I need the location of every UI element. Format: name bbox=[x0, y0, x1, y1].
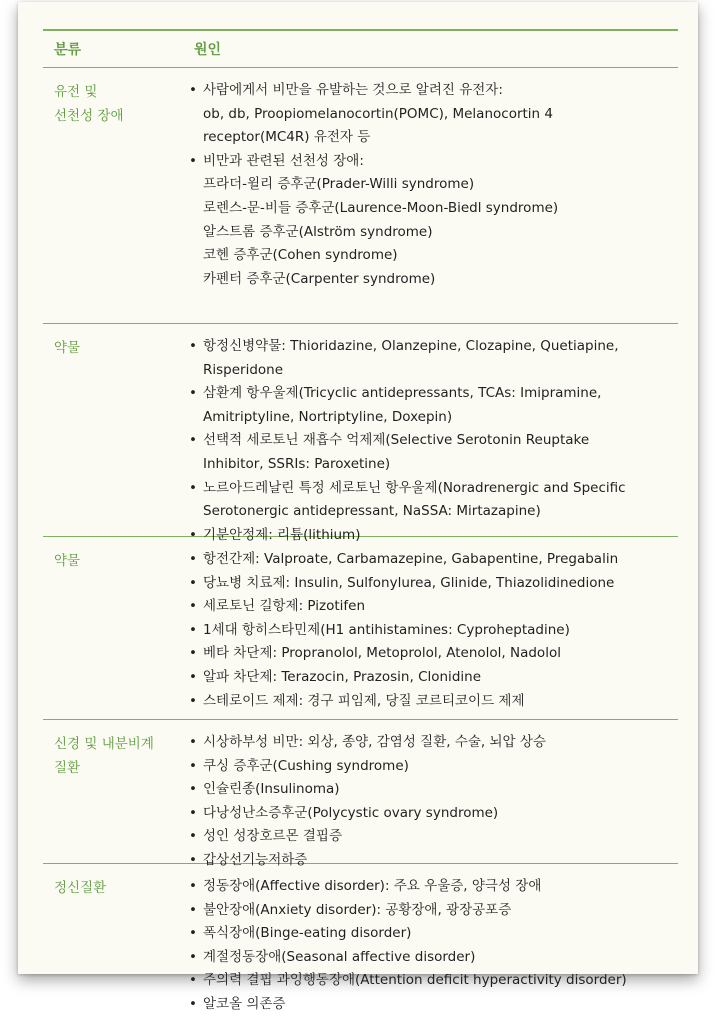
list-item-text: 항정신병약물: Thioridazine, Olanzepine, Clozapine, Quetiapine, bbox=[203, 338, 619, 354]
bullet-icon: • bbox=[189, 734, 197, 750]
list-item-text: Inhibitor, SSRIs: Paroxetine) bbox=[203, 455, 391, 472]
bullet-icon: • bbox=[189, 972, 197, 989]
list-item-text: 세로토닌 길항제: Pizotifen bbox=[203, 598, 366, 615]
list-item-text: Amitriptyline, Nortriptyline, Doxepin) bbox=[203, 408, 453, 425]
list-item-text: 계절정동장애(Seasonal affective disorder) bbox=[203, 948, 476, 965]
list-item bbox=[189, 922, 678, 946]
bullet-icon: • bbox=[189, 432, 197, 449]
list-item-text: 시상하부성 비만: 외상, 종양, 감염성 질환, 수술, 뇌압 상승 bbox=[203, 734, 546, 750]
list-item-text: 갑상선기능저하증 bbox=[203, 851, 308, 868]
table-row bbox=[43, 537, 678, 720]
category-label: 질환 bbox=[54, 760, 81, 776]
list-item-text: 항전간제: Valproate, Carbamazepine, Gabapentine, Pregabalin bbox=[203, 551, 619, 567]
list-item bbox=[189, 595, 678, 619]
causes-table bbox=[43, 29, 678, 1012]
bullet-icon: • bbox=[189, 385, 197, 402]
list-item-text: 기분안정제: 리튬(lithium) bbox=[203, 526, 361, 543]
category-cell bbox=[43, 68, 183, 323]
list-item-text: 사람에게서 비만을 유발하는 것으로 알려진 유전자: bbox=[203, 82, 503, 98]
list-item-text: 불안장애(Anxiety disorder): 공황장애, 광장공포증 bbox=[203, 901, 512, 918]
category-label: 약물 bbox=[54, 340, 81, 356]
bullet-icon: • bbox=[189, 338, 197, 354]
list-item bbox=[189, 477, 678, 524]
list-item bbox=[189, 619, 678, 643]
bullet-icon: • bbox=[189, 574, 197, 591]
list-item-text: Serotonergic antidepressant, NaSSA: Mirtazapine) bbox=[203, 503, 541, 520]
bullet-icon: • bbox=[189, 995, 197, 1012]
list-item-text: 성인 성장호르몬 결핍증 bbox=[203, 828, 342, 845]
list-item bbox=[189, 335, 678, 382]
cause-cell bbox=[183, 537, 678, 719]
list-item-text: 당뇨병 치료제: Insulin, Sulfonylurea, Glinide, Thiazolidinedione bbox=[203, 574, 615, 591]
bullet-icon: • bbox=[189, 479, 197, 496]
list-item-text: 쿠싱 증후군(Cushing syndrome) bbox=[203, 757, 409, 774]
bullet-icon: • bbox=[189, 804, 197, 821]
cause-cell bbox=[183, 864, 678, 1012]
list-item bbox=[189, 548, 678, 572]
list-item bbox=[189, 690, 678, 714]
category-label: 유전 및 bbox=[54, 84, 98, 100]
list-item bbox=[189, 572, 678, 596]
list-item bbox=[189, 642, 678, 666]
cause-cell bbox=[183, 324, 678, 543]
list-item-text: 주의력 결핍 과잉행동장애(Attention deficit hyperactivity disorder) bbox=[203, 972, 627, 989]
cause-cell bbox=[183, 720, 678, 868]
table-row bbox=[43, 720, 678, 868]
category-cell bbox=[43, 537, 183, 719]
bullet-icon: • bbox=[189, 645, 197, 662]
list-item-text: 알파 차단제: Terazocin, Prazosin, Clonidine bbox=[203, 668, 481, 685]
list-item bbox=[189, 969, 678, 993]
bullet-icon: • bbox=[189, 668, 197, 685]
list-item-text: Risperidone bbox=[203, 361, 284, 378]
list-item-text: 알스트롬 증후군(Alström syndrome) bbox=[203, 223, 433, 240]
table-header bbox=[43, 29, 678, 68]
list-item-text: 선택적 세로토닌 재흡수 억제제(Selective Serotonin Reuptake bbox=[203, 432, 590, 449]
category-label: 약물 bbox=[54, 553, 81, 569]
category-cell bbox=[43, 720, 183, 863]
list-item-text: 비만과 관련된 선천성 장애: bbox=[203, 152, 364, 169]
list-item bbox=[189, 150, 678, 292]
bullet-icon: • bbox=[189, 781, 197, 798]
list-item-text: receptor(MC4R) 유전자 등 bbox=[203, 129, 371, 146]
list-item-text: 스테로이드 제제: 경구 피임제, 당질 코르티코이드 제제 bbox=[203, 692, 525, 709]
bullet-icon: • bbox=[189, 152, 197, 169]
list-item bbox=[189, 946, 678, 970]
bullet-icon: • bbox=[189, 526, 197, 543]
list-item bbox=[189, 429, 678, 476]
table-row bbox=[43, 324, 678, 543]
list-item-text: 1세대 항히스타민제(H1 antihistamines: Cyproheptadine) bbox=[203, 621, 570, 638]
list-item bbox=[189, 875, 678, 899]
list-item-text: 정동장애(Affective disorder): 주요 우울증, 양극성 장애 bbox=[203, 878, 542, 894]
list-item-text: 폭식장애(Binge-eating disorder) bbox=[203, 925, 412, 942]
bullet-icon: • bbox=[189, 757, 197, 774]
list-item bbox=[189, 899, 678, 923]
list-item bbox=[189, 755, 678, 779]
table-row bbox=[43, 68, 678, 324]
bullet-icon: • bbox=[189, 901, 197, 918]
list-item-text: ob, db, Proopiomelanocortin(POMC), Melanocortin 4 bbox=[203, 105, 553, 122]
header-category: 분류 bbox=[54, 42, 82, 58]
bullet-icon: • bbox=[189, 598, 197, 615]
list-item-text: 다낭성난소증후군(Polycystic ovary syndrome) bbox=[203, 804, 499, 821]
list-item-text: 알코올 의존증 bbox=[203, 995, 286, 1012]
category-label: 정신질환 bbox=[54, 880, 107, 896]
list-item-text: 프라더-윌리 증후군(Prader-Willi syndrome) bbox=[203, 176, 475, 193]
list-item bbox=[189, 778, 678, 802]
list-item bbox=[189, 802, 678, 826]
bullet-icon: • bbox=[189, 621, 197, 638]
bullet-icon: • bbox=[189, 925, 197, 942]
list-item bbox=[189, 666, 678, 690]
bullet-icon: • bbox=[189, 851, 197, 868]
bullet-icon: • bbox=[189, 551, 197, 567]
header-cause: 원인 bbox=[194, 42, 222, 58]
category-label: 선천성 장애 bbox=[54, 108, 124, 124]
list-item-text: 인슐린종(Insulinoma) bbox=[203, 781, 340, 798]
list-item-text: 코헨 증후군(Cohen syndrome) bbox=[203, 247, 398, 264]
list-item bbox=[189, 382, 678, 429]
list-item-text: 카펜터 증후군(Carpenter syndrome) bbox=[203, 270, 436, 287]
bullet-icon: • bbox=[189, 692, 197, 709]
cause-cell bbox=[183, 68, 678, 323]
list-item-text: 베타 차단제: Propranolol, Metoprolol, Atenolol, Nadolol bbox=[203, 645, 561, 662]
list-item bbox=[189, 731, 678, 755]
category-label: 신경 및 내분비계 bbox=[54, 736, 154, 752]
bullet-icon: • bbox=[189, 878, 197, 894]
category-cell bbox=[43, 324, 183, 536]
bullet-icon: • bbox=[189, 828, 197, 845]
document-page bbox=[18, 2, 698, 1012]
bullet-icon: • bbox=[189, 948, 197, 965]
list-item-text: 로렌스-문-비들 증후군(Laurence-Moon-Biedl syndrome) bbox=[203, 199, 559, 216]
table-row bbox=[43, 864, 678, 1012]
list-item-text: 삼환계 항우울제(Tricyclic antidepressants, TCAs: Imipramine, bbox=[203, 385, 602, 402]
list-item-text: 노르아드레날린 특정 세로토닌 항우울제(Noradrenergic and Specific bbox=[203, 479, 626, 496]
bullet-icon: • bbox=[189, 82, 197, 98]
list-item bbox=[189, 79, 678, 150]
list-item bbox=[189, 825, 678, 849]
category-cell bbox=[43, 864, 183, 1000]
